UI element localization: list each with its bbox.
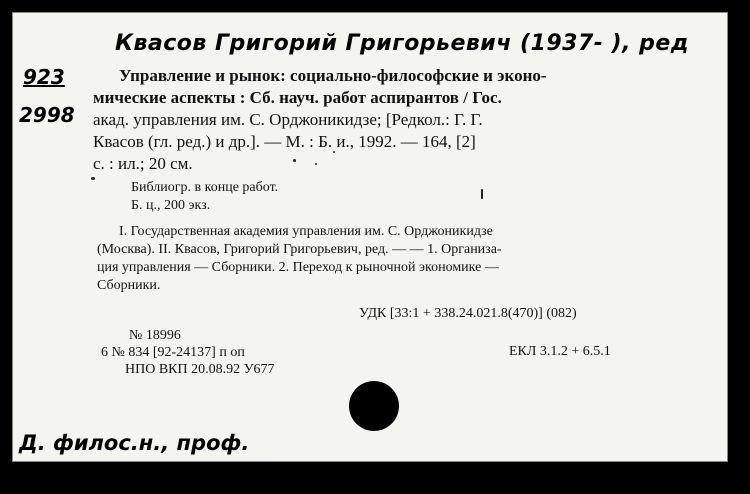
speck xyxy=(91,177,95,180)
udk-code: УДК [33:1 + 338.24.021.8(470)] (082) xyxy=(359,306,577,321)
ekl-code: ЕКЛ 3.1.2 + 6.5.1 xyxy=(509,344,611,359)
entry-title-line: Управление и рынок: социально-философские и эконо- xyxy=(119,66,547,85)
punch-hole xyxy=(349,381,399,431)
registry-printer: НПО ВКП 20.08.92 У677 xyxy=(125,362,275,377)
handwritten-shelf-code-2: 2998 xyxy=(19,103,75,127)
catalog-card xyxy=(12,12,728,462)
entry-line-5: с. : ил.; 20 см. xyxy=(93,154,193,173)
speck xyxy=(481,189,483,199)
entry-line-3: акад. управления им. С. Орджоникидзе; [Редкол.: Г. Г. xyxy=(93,110,483,129)
handwritten-bottom-note: Д. филос.н., проф. xyxy=(19,431,250,455)
tracing-line-2: (Москва). II. Квасов, Григорий Григорьевич, ред. — — 1. Организа- xyxy=(97,242,502,257)
tracing-line-4: Сборники. xyxy=(97,278,161,293)
registry-order: 6 № 834 [92-24137] п оп xyxy=(101,345,245,360)
entry-line-2: мические аспекты : Сб. науч. работ аспирантов / Гос. xyxy=(93,88,502,107)
note-price-run: Б. ц., 200 экз. xyxy=(131,198,211,213)
speck xyxy=(333,151,335,153)
entry-line-4: Квасов (гл. ред.) и др.]. — М. : Б. и., 1992. — 164, [2] xyxy=(93,132,476,151)
note-bibliography: Библиогр. в конце работ. xyxy=(131,180,279,195)
speck xyxy=(293,159,296,162)
registry-number: № 18996 xyxy=(129,328,181,343)
tracing-line-3: ция управления — Сборники. 2. Переход к рыночной экономике — xyxy=(97,260,499,275)
handwritten-shelf-code-1: 923 xyxy=(23,65,65,89)
speck xyxy=(315,163,317,165)
tracing-line-1: I. Государственная академия управления им. С. Орджоникидзе xyxy=(119,224,493,239)
handwritten-author-line: Квасов Григорий Григорьевич (1937- ), ред xyxy=(115,31,690,56)
